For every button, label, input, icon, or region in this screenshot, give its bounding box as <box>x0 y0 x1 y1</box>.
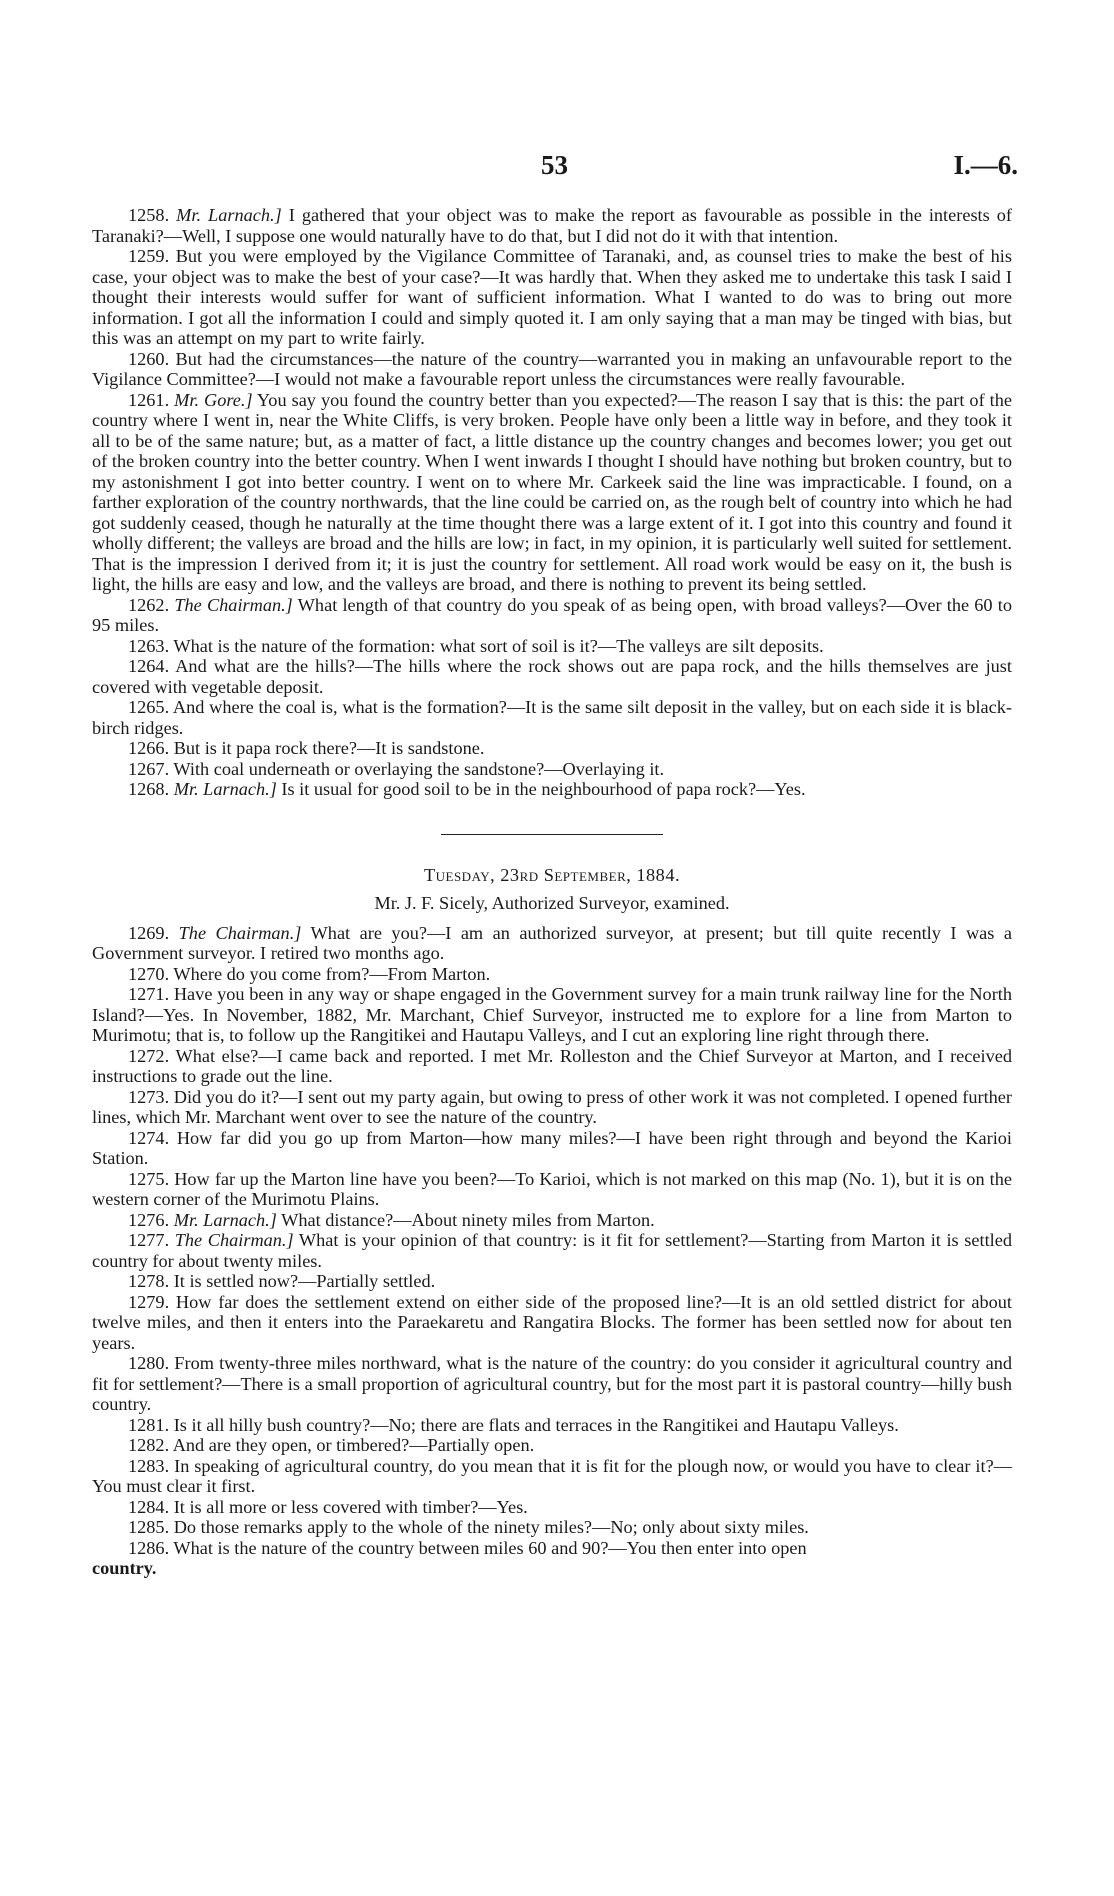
question-number: 1280. <box>128 1353 170 1373</box>
question-text: Do those remarks apply to the whole of the ninety miles?—No; only about sixty miles. <box>169 1517 809 1537</box>
question-text: Is it usual for good soil to be in the neighbourhood of papa rock?—Yes. <box>276 779 806 799</box>
question-paragraph <box>92 738 1012 759</box>
question-text: From twenty-three miles northward, what is the nature of the country: do you consider it agricultural country and fit for settlement?—There is a small proportion of agricultural country, but for the most part it is pastoral country—hilly bush country. <box>92 1353 1012 1414</box>
question-paragraph <box>92 1169 1012 1210</box>
section-divider <box>441 834 663 835</box>
question-text: What is your opinion of that country: is it fit for settlement?—Starting from Marton it is settled country for about twenty miles. <box>92 1230 1012 1271</box>
question-paragraph <box>92 1271 1012 1292</box>
question-paragraph <box>92 390 1012 595</box>
question-paragraph <box>92 1456 1012 1497</box>
question-number: 1263. <box>128 635 170 656</box>
question-number: 1260. <box>128 348 170 369</box>
question-text: But you were employed by the Vigilance Committee of Taranaki, and, as counsel tries to make the best of his case, your object was to make the best of your case?—It was hardly that. When they asked me to undertake this task I said I thought their interests would suffer for want of sufficient information. What I wanted to do was to bring out more information. I got all the information I could and simply quoted it. I am only saying that a man may be tinged with bias, but this was an attempt on my part to write fairly. <box>92 246 1012 348</box>
question-number: 1283. <box>128 1455 170 1476</box>
question-number: 1266. <box>128 738 170 758</box>
question-paragraph <box>92 697 1012 738</box>
question-text: Is it all hilly bush country?—No; there are flats and terraces in the Rangitikei and Hautapu Valleys. <box>169 1414 899 1435</box>
question-paragraph <box>92 1128 1012 1169</box>
question-text: What length of that country do you speak of as being open, with broad valleys?—Over the 60 to 95 miles. <box>92 594 1012 635</box>
question-number: 1281. <box>128 1414 170 1435</box>
question-paragraph <box>92 1087 1012 1128</box>
question-paragraph <box>92 1497 1012 1518</box>
question-text: Have you been in any way or shape engaged in the Government survey for a main trunk railway line for the North Island?—Yes. In November, 1882, Mr. Marchant, Chief Surveyor, instructed me to explore for a line from Marton to Murimotu; that is, to follow up the Rangitikei and Hautapu Valleys, and I cut an exploring line right through there. <box>92 984 1012 1045</box>
question-text: How far did you go up from Marton—how many miles?—I have been right through and beyond the Karioi Station. <box>92 1127 1012 1168</box>
question-number: 1284. <box>128 1496 170 1517</box>
question-number: 1282. <box>128 1435 170 1455</box>
question-number: 1270. <box>128 963 170 984</box>
question-text: What distance?—About ninety miles from Marton. <box>276 1209 655 1230</box>
question-text: What is the nature of the country between miles 60 and 90?—You then enter into open <box>169 1537 807 1558</box>
question-text: In speaking of agricultural country, do you mean that it is fit for the plough now, or would you have to clear it?—You must clear it first. <box>92 1455 1012 1496</box>
question-paragraph <box>92 1292 1012 1354</box>
question-number: 1264. <box>128 656 170 676</box>
question-text: You say you found the country better than you expected?—The reason I say that is this: the part of the country where I went in, near the White Cliffs, is very broken. People have only been a little way in before, and they took it all to be of the same nature; but, as a matter of fact, a little distance up the country changes and becomes lower; you get out of the broken country into the better country. When I went inwards I thought I should have nothing but broken country, but to my astonishment I got into better country. I went on to where Mr. Carkeek said the line was impracticable. I found, on a farther exploration of the country northwards, that the line could be carried on, as the rough belt of country into which he had got suddenly ceased, though he naturally at the time thought there was a large extent of it. I got into this country and found it wholly different; the valleys are broad and the hills are low; in fact, in my opinion, it is particularly well suited for settlement. That is the impression I derived from it; it is just the country for settlement. All road work would be easy on it, the bush is light, the hills are easy and low, and the valleys are broad, and there is nothing to prevent its being settled. <box>92 389 1012 594</box>
question-paragraph <box>92 636 1012 657</box>
question-paragraph <box>92 246 1012 349</box>
speaker-name: The Chairman.] <box>174 594 293 615</box>
question-text: And what are the hills?—The hills where the rock shows out are papa rock, and the hills themselves are just covered with vegetable deposit. <box>92 656 1012 697</box>
question-text: I gathered that your object was to make the report as favourable as possible in the interests of Taranaki?—Well, I suppose one would naturally have to do that, but I did not do it with that intention. <box>92 205 1012 246</box>
question-number: 1279. <box>128 1291 170 1312</box>
question-paragraph <box>92 1538 1012 1559</box>
question-paragraph <box>92 779 1012 800</box>
question-number: 1269. <box>128 922 170 943</box>
document-body <box>92 205 1012 1579</box>
question-paragraph <box>92 349 1012 390</box>
question-text: But had the circumstances—the nature of the country—warranted you in making an unfavourable report to the Vigilance Committee?—I would not make a favourable report unless the circumstances were really favourable. <box>92 348 1012 389</box>
question-paragraph <box>92 964 1012 985</box>
question-number: 1268. <box>128 779 170 799</box>
continuation-text: country. <box>92 1558 157 1578</box>
question-paragraph <box>92 1435 1012 1456</box>
question-paragraph <box>92 759 1012 780</box>
page-number: 53 <box>541 150 568 180</box>
speaker-name: Mr. Gore.] <box>174 389 253 410</box>
question-paragraph <box>92 923 1012 964</box>
question-text: It is all more or less covered with timber?—Yes. <box>169 1496 528 1517</box>
question-paragraph <box>92 1210 1012 1231</box>
question-number: 1261. <box>128 389 170 410</box>
question-text: How far up the Marton line have you been?—To Karioi, which is not marked on this map (No. 1), but it is on the western corner of the Murimotu Plains. <box>92 1168 1012 1209</box>
question-text: What else?—I came back and reported. I met Mr. Rolleston and the Chief Surveyor at Marton, and I received instructions to grade out the line. <box>92 1045 1012 1086</box>
session-date: Tuesday, 23rd September, 1884. <box>423 864 681 885</box>
question-number: 1276. <box>128 1209 170 1230</box>
question-number: 1275. <box>128 1168 170 1189</box>
witness-heading: Mr. J. F. Sicely, Authorized Surveyor, examined. <box>374 893 730 913</box>
question-text: What is the nature of the formation: what sort of soil is it?—The valleys are silt deposits. <box>169 635 824 656</box>
evidence-section-2 <box>92 923 1012 1538</box>
question-paragraph <box>92 1046 1012 1087</box>
question-text: How far does the settlement extend on either side of the proposed line?—It is an old settled district for about twelve miles, and then it enters into the Paraekaretu and Rangatira Blocks. The former has been settled now for about ten years. <box>92 1291 1012 1353</box>
question-number: 1285. <box>128 1517 170 1537</box>
question-number: 1258. <box>128 205 170 225</box>
question-text: It is settled now?—Partially settled. <box>169 1271 436 1291</box>
question-number: 1274. <box>128 1127 170 1148</box>
question-number: 1265. <box>128 697 170 717</box>
speaker-name: The Chairman.] <box>174 1230 294 1250</box>
question-number: 1267. <box>128 758 170 779</box>
question-text: Did you do it?—I sent out my party again, but owing to press of other work it was not completed. I opened further lines, which Mr. Marchant went over to see the nature of the country. <box>92 1086 1012 1127</box>
question-text: With coal underneath or overlaying the sandstone?—Overlaying it. <box>169 758 665 779</box>
speaker-name: The Chairman.] <box>178 922 302 943</box>
question-number: 1286. <box>128 1537 170 1558</box>
question-paragraph <box>92 595 1012 636</box>
question-number: 1277. <box>128 1230 170 1250</box>
question-text: And where the coal is, what is the formation?—It is the same silt deposit in the valley, but on each side it is black-birch ridges. <box>92 697 1012 738</box>
question-number: 1262. <box>128 594 170 615</box>
question-number: 1278. <box>128 1271 170 1291</box>
question-paragraph <box>92 1353 1012 1415</box>
question-paragraph <box>92 1230 1012 1271</box>
question-paragraph <box>92 1415 1012 1436</box>
question-number: 1272. <box>128 1045 170 1066</box>
document-reference: I.—6. <box>953 150 1018 180</box>
evidence-section-1 <box>92 205 1012 800</box>
speaker-name: Mr. Larnach.] <box>173 779 277 799</box>
question-text: But is it papa rock there?—It is sandstone. <box>169 738 485 758</box>
question-paragraph <box>92 205 1012 246</box>
question-paragraph <box>92 656 1012 697</box>
question-text: What are you?—I am an authorized surveyor, at present; but till quite recently I was a Government surveyor. I retired two months ago. <box>92 922 1012 963</box>
question-number: 1271. <box>128 984 170 1004</box>
question-text: And are they open, or timbered?—Partially open. <box>169 1435 535 1455</box>
question-paragraph <box>92 1517 1012 1538</box>
question-paragraph <box>92 984 1012 1046</box>
speaker-name: Mr. Larnach.] <box>176 205 282 225</box>
speaker-name: Mr. Larnach.] <box>173 1209 277 1230</box>
question-number: 1259. <box>128 246 170 266</box>
question-text: Where do you come from?—From Marton. <box>169 963 491 984</box>
question-number: 1273. <box>128 1086 170 1107</box>
